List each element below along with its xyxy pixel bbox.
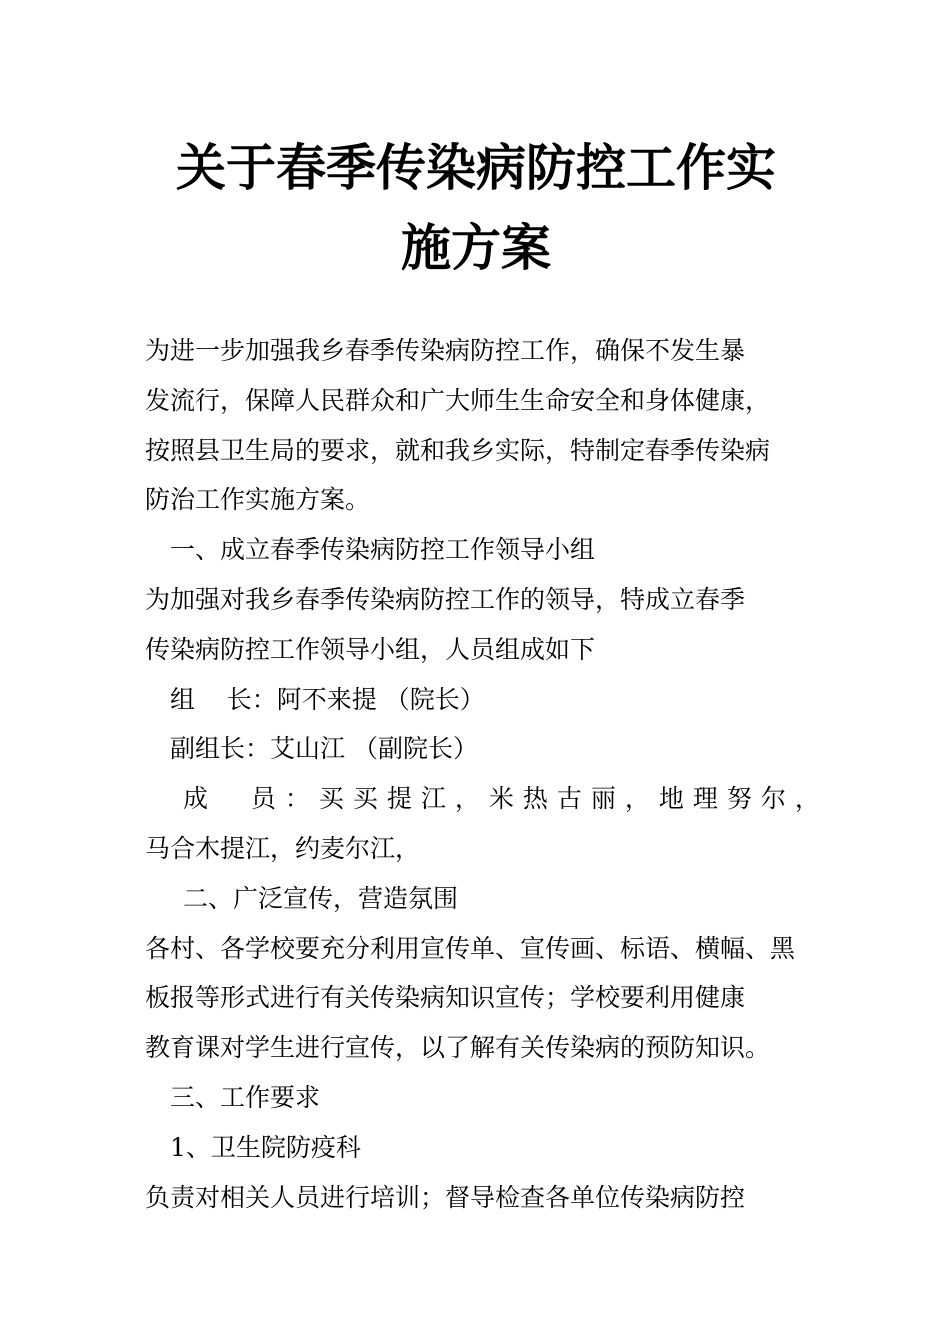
document-title bbox=[145, 128, 807, 288]
intro-line-4: 防治工作实施方案。 bbox=[145, 485, 371, 515]
section-1-line-1: 为加强对我乡春季传染病防控工作的领导，特成立春季 bbox=[145, 584, 746, 614]
group-leader-line: 组 长：阿不来提 （院长） bbox=[170, 684, 485, 714]
members-line-2: 马合木提江，约麦尔江， bbox=[145, 833, 421, 863]
section-2-line-3: 教育课对学生进行宣传，以了解有关传染病的预防知识。 bbox=[145, 1033, 771, 1063]
title-line-2: 施方案 bbox=[401, 218, 551, 277]
intro-line-1: 为进一步加强我乡春季传染病防控工作，确保不发生暴 bbox=[145, 336, 746, 365]
section-1-heading: 一、成立春季传染病防控工作领导小组 bbox=[170, 535, 596, 565]
deputy-leader-line: 副组长：艾山江 （副院长） bbox=[170, 734, 478, 764]
subsection-1-heading: 1、卫生院防疫科 bbox=[170, 1132, 361, 1162]
section-2-line-1: 各村、各学校要充分利用宣传单、宣传画、标语、横幅、黑 bbox=[145, 933, 796, 963]
title-line-1: 关于春季传染病防控工作实 bbox=[176, 138, 776, 197]
intro-line-3: 按照县卫生局的要求，就和我乡实际，特制定春季传染病 bbox=[145, 435, 771, 465]
intro-line-2: 发流行，保障人民群众和广大师生生命安全和身体健康， bbox=[145, 385, 771, 415]
members-line-1: 成 员：买买提江，米热古丽，地理努尔， bbox=[183, 784, 829, 814]
section-2-heading: 二、广泛宣传，营造氛围 bbox=[183, 883, 459, 913]
subsection-1-line-1: 负责对相关人员进行培训；督导检查各单位传染病防控 bbox=[145, 1182, 746, 1212]
section-2-line-2: 板报等形式进行有关传染病知识宣传；学校要利用健康 bbox=[145, 983, 746, 1013]
section-1-line-2: 传染病防控工作领导小组，人员组成如下 bbox=[145, 634, 596, 664]
document-body bbox=[145, 326, 829, 1222]
section-3-heading: 三、工作要求 bbox=[170, 1082, 321, 1112]
